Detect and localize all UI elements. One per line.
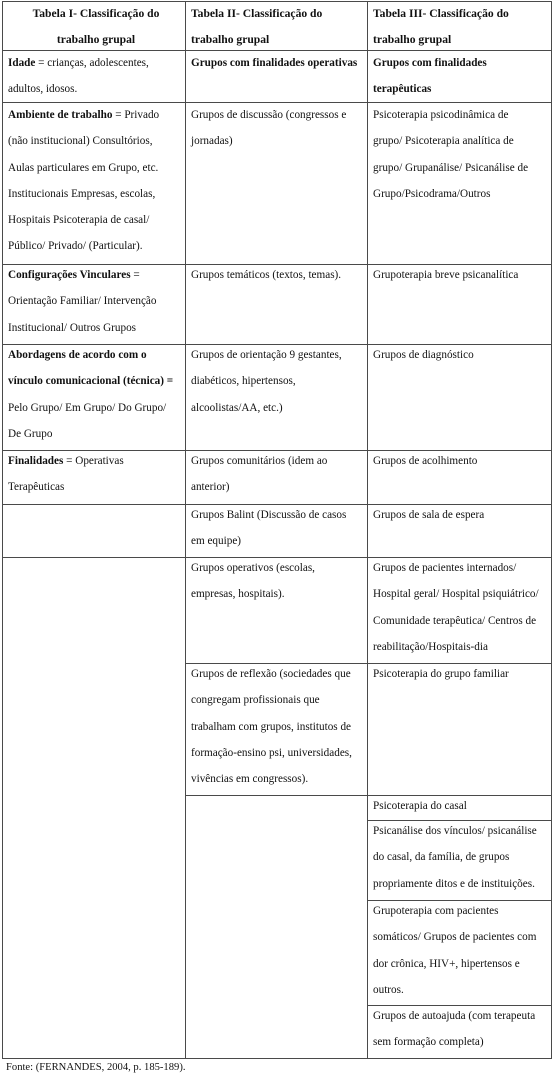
- source-note: Fonte: (FERNANDES, 2004, p. 185-189).: [6, 1062, 186, 1073]
- cell-text: Pelo Grupo/ Em Grupo/ Do Grupo/ De Grupo: [8, 401, 167, 440]
- cell-text: = Privado (não institucional) Consultórios, Aulas particulares em Grupo, etc. Institucionais Empresas, escolas, Hospitais Psicoterapia de casal/ Público/ Privado/ (Particular).: [8, 109, 160, 253]
- column-divider-1: [185, 1, 186, 1059]
- cell-grupos-operativos: Grupos operativos (escolas, empresas, hospitais).: [191, 562, 315, 601]
- table-border-left: [2, 1, 3, 1059]
- cell-text: = Orientação Familiar/ Intervenção Institucional/ Outros Grupos: [8, 269, 157, 334]
- cell-grupos-pacientes-internados: Grupos de pacientes internados/ Hospital geral/ Hospital psiquiátrico/ Comunidade terapêutica/ Centros de reabilitação/Hospitais-dia: [373, 562, 539, 653]
- cell-grupos-de-diagnostico: Grupos de diagnóstico: [373, 349, 474, 361]
- cell-psicoterapia-grupo-familiar: Psicoterapia do grupo familiar: [373, 668, 509, 680]
- cell-grupos-de-acolhimento: Grupos de acolhimento: [373, 455, 478, 467]
- cell-psicoterapia-psicodinamica: Psicoterapia psicodinâmica de grupo/ Psicoterapia analítica de grupo/ Grupanálise/ Psicanálise de Grupo/Psicodrama/Outros: [373, 109, 529, 200]
- cell-grupos-sala-de-espera: Grupos de sala de espera: [373, 509, 485, 521]
- cell-text: = Operativas Terapêuticas: [8, 455, 124, 494]
- cell-grupos-de-reflexao: Grupos de reflexão (sociedades que congregam profissionais que trabalham com grupos, institutos de formação-ensino psi, universidades, vivências em congressos).: [191, 668, 352, 786]
- cell-psicanalise-dos-vinculos: Psicanálise dos vínculos/ psicanálise do casal, da família, de grupos propriamente ditos e de instituições.: [373, 825, 537, 890]
- cell-ambiente-de-trabalho: [8, 102, 184, 260]
- header-tabela-2: Tabela II- Classificação do trabalho grupal: [191, 7, 323, 46]
- cell-grupos-balint: Grupos Balint (Discussão de casos em equipe): [191, 509, 347, 548]
- header-tabela-3: Tabela III- Classificação do trabalho grupal: [373, 7, 509, 46]
- cell-grupos-comunitarios: Grupos comunitários (idem ao anterior): [191, 455, 328, 494]
- cell-grupos-finalidades-terapeuticas: Grupos com finalidades terapêuticas: [373, 57, 487, 96]
- table-border-bottom: [2, 1058, 552, 1059]
- cell-grupos-de-autoajuda: Grupos de autoajuda (com terapeuta sem formação completa): [373, 1010, 536, 1049]
- cell-label: Abordagens de acordo com o vínculo comunicacional (técnica) =: [8, 349, 174, 388]
- cell-grupos-tematicos: Grupos temáticos (textos, temas).: [191, 269, 342, 281]
- cell-configuracoes-vinculares: [8, 262, 184, 341]
- cell-grupos-finalidades-operativas: Grupos com finalidades operativas: [191, 57, 358, 69]
- cell-label: Idade: [8, 57, 36, 69]
- cell-grupos-de-orientacao: Grupos de orientação 9 gestantes, diabéticos, hipertensos, alcoolistas/AA, etc.): [191, 349, 342, 414]
- cell-label: Ambiente de trabalho: [8, 109, 113, 121]
- cell-idade: [8, 50, 184, 103]
- header-tabela-1: Tabela I- Classificação do trabalho grupal: [32, 7, 160, 46]
- cell-text: = crianças, adolescentes, adultos, idosos.: [8, 57, 149, 96]
- cell-psicoterapia-do-casal: Psicoterapia do casal: [373, 800, 467, 812]
- cell-label: Configurações Vinculares: [8, 269, 131, 281]
- cell-abordagens: [8, 342, 184, 447]
- cell-grupoterapia-pacientes-somaticos: Grupoterapia com pacientes somáticos/ Grupos de pacientes com dor crônica, HIV+, hipertensos e outros.: [373, 905, 537, 996]
- cell-finalidades: [8, 448, 184, 501]
- cell-grupoterapia-breve: Grupoterapia breve psicanalítica: [373, 269, 519, 281]
- cell-label: Finalidades: [8, 455, 64, 467]
- cell-grupos-de-discussao: Grupos de discussão (congressos e jornadas): [191, 109, 347, 148]
